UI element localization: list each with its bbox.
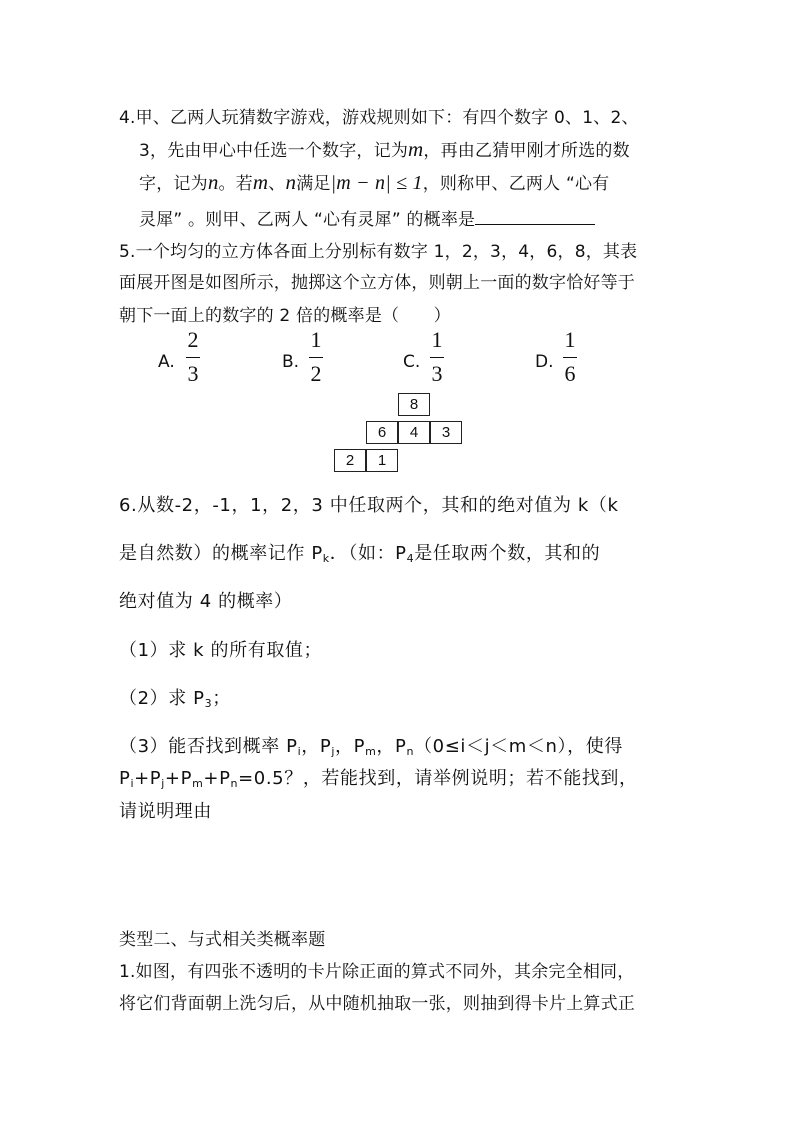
q6-line-2 <box>119 539 600 565</box>
q6-text: +P <box>134 768 162 789</box>
fraction-bar <box>430 357 444 358</box>
q4-line-1: 4.甲、乙两人玩猜数字游戏，游戏规则如下：有四个数字 0、1、2、 <box>119 108 639 128</box>
var-m: m <box>408 137 424 161</box>
q4-text: 、 <box>268 174 286 194</box>
subscript: i <box>130 777 135 790</box>
fraction <box>430 329 444 385</box>
fraction-bar <box>309 357 323 358</box>
numerator: 1 <box>431 327 443 352</box>
denominator: 3 <box>187 361 199 386</box>
q4-text: 灵犀” 。则甲、乙两人 “心有灵犀” 的概率是 <box>139 210 476 230</box>
q6-line-1: 6.从数-2，-1，1，2，3 中任取两个，其和的绝对值为 k（k <box>119 495 619 516</box>
net-cell-bot-left: 2 <box>334 449 366 472</box>
subscript: m <box>365 745 377 758</box>
var-n: n <box>207 170 219 194</box>
s2-q1-line-1: 1.如图，有四张不透明的卡片除正面的算式不同外，其余完全相同， <box>119 962 635 982</box>
subscript: m <box>192 777 204 790</box>
net-cell-bot-right: 1 <box>366 449 398 472</box>
q6-text: +P <box>203 768 231 789</box>
q4-text: 字，记为 <box>139 174 208 194</box>
option-label: D. <box>535 352 554 372</box>
option-label: B. <box>282 352 300 372</box>
q6-part-3-line-2 <box>119 764 638 790</box>
q6-text: ，P <box>301 736 332 757</box>
subscript: i <box>297 745 302 758</box>
net-cell-mid-right: 3 <box>430 421 462 444</box>
numerator: 1 <box>564 327 576 352</box>
q6-text: +P <box>164 768 193 789</box>
var-m: m <box>252 170 269 194</box>
fraction-bar <box>186 357 200 358</box>
q4-text: 3，先由甲心中任选一个数字，记为 <box>139 141 409 161</box>
subscript: j <box>331 745 336 758</box>
q4-line-3 <box>139 169 609 195</box>
q6-text: 是任取两个数，其和的 <box>414 543 601 564</box>
fraction <box>563 329 577 385</box>
q6-text: （3）能否找到概率 P <box>119 736 298 757</box>
q6-text: 是自然数）的概率记作 P <box>119 543 323 564</box>
numerator: 1 <box>310 327 322 352</box>
q5-line-2: 面展开图是如图所示，抛掷这个立方体，则朝上一面的数字恰好等于 <box>119 273 635 293</box>
subscript: 3 <box>204 697 213 710</box>
q4-text: 满足 <box>296 174 331 194</box>
q6-text: （0≤i＜j＜m＜n），使得 <box>414 736 623 757</box>
q6-text: =0.5？，若能找到，请举例说明；若不能找到， <box>238 768 638 789</box>
numerator: 2 <box>187 327 199 352</box>
q6-text: ； <box>212 688 231 709</box>
denominator: 3 <box>431 361 443 386</box>
fraction-bar <box>563 357 577 358</box>
q6-part-3-line-3: 请说明理由 <box>119 801 212 822</box>
q5-line-3: 朝下一面上的数字的 2 倍的概率是（ ） <box>119 306 451 326</box>
q4-line-4 <box>139 205 595 230</box>
denominator: 6 <box>564 361 576 386</box>
q4-text: 。若 <box>218 174 253 194</box>
q4-text: ，再由乙猜甲刚才所选的数 <box>423 141 630 161</box>
q6-part-3-line-1 <box>119 732 623 758</box>
subscript: 4 <box>406 552 415 565</box>
q6-line-3: 绝对值为 4 的概率） <box>119 591 293 612</box>
q4-text: ，则称甲、乙两人 “心有 <box>422 174 610 194</box>
q6-text: ，P <box>335 736 366 757</box>
option-label: A. <box>158 352 175 372</box>
q6-text: ．（如：P <box>329 543 407 564</box>
subscript: n <box>406 745 415 758</box>
q6-part-1: （1）求 k 的所有取值； <box>119 640 323 661</box>
net-cell-top: 8 <box>398 393 430 416</box>
subscript: k <box>322 552 330 565</box>
q6-text: （2）求 P <box>119 688 205 709</box>
q6-text: ，P <box>376 736 407 757</box>
q6-text: P <box>119 768 131 789</box>
condition-formula: |m − n| ≤ 1 <box>330 172 423 194</box>
q5-line-1: 5.一个均匀的立方体各面上分别标有数字 1，2，3，4，6，8，其表 <box>119 242 638 262</box>
fraction <box>186 329 200 385</box>
fraction <box>309 329 323 385</box>
subscript: j <box>161 777 165 790</box>
option-label: C. <box>403 352 421 372</box>
var-n: n <box>285 170 297 194</box>
q4-line-2 <box>139 136 630 162</box>
net-cell-mid-center: 4 <box>398 421 430 444</box>
denominator: 2 <box>310 361 322 386</box>
answer-blank <box>475 210 595 225</box>
section-heading: 类型二、与式相关类概率题 <box>119 930 326 950</box>
q6-part-2 <box>119 684 231 710</box>
subscript: n <box>230 777 239 790</box>
s2-q1-line-2: 将它们背面朝上洗匀后，从中随机抽取一张，则抽到得卡片上算式正 <box>119 994 635 1014</box>
net-cell-mid-left: 6 <box>366 421 398 444</box>
